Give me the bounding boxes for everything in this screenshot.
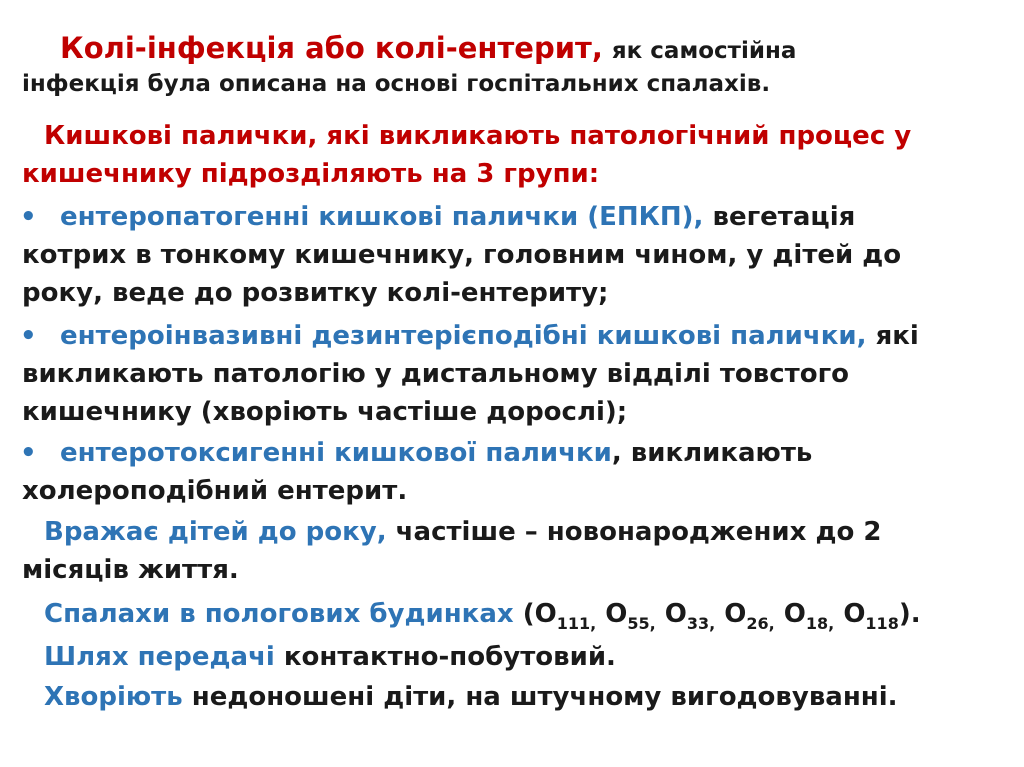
serotype-sub: 111, [556, 614, 597, 633]
group-term: ентеропатогенні кишкові палички (ЕПКП), [60, 202, 704, 232]
bullet-icon: • [20, 202, 37, 232]
serotype-letter: О [843, 599, 866, 629]
paren-close: ). [898, 599, 921, 629]
serotype [605, 599, 656, 633]
transmission-term: Шлях передачі [44, 642, 275, 672]
age-line-1 [44, 512, 881, 552]
bullet-icon: • [20, 438, 37, 468]
transmission-text: контактно-побутовий. [283, 642, 616, 672]
serotype-letter: О [534, 599, 557, 629]
age-text: частіше – новонароджених до 2 [395, 517, 882, 547]
serotype-sub: 26, [746, 614, 775, 633]
intro-title: Колі-інфекція або колі-ентерит, [60, 31, 603, 65]
group-item-2-line-1 [60, 316, 919, 356]
group-item-2-line-3: кишечнику (хворіють частіше дорослі); [22, 397, 628, 427]
intro-text: як самостійна [611, 38, 797, 64]
groups-heading-line-2: кишечнику підрозділяють на 3 групи: [22, 159, 600, 189]
bullet-icon: • [20, 321, 37, 351]
group-item-1-line-1 [60, 197, 855, 237]
group-text: , викликають [611, 438, 813, 468]
age-term: Вражає дітей до року, [44, 517, 387, 547]
serotype [724, 599, 775, 633]
serotype-letter: О [783, 599, 806, 629]
group-item-1-line-2: котрих в тонкому кишечнику, головним чином, у дітей до [22, 240, 902, 270]
serotype-letter: О [664, 599, 687, 629]
serotype-sub: 18, [805, 614, 835, 633]
patients-text: недоношені діти, на штучному вигодовуванні. [191, 682, 898, 712]
group-term: ентеротоксигенні кишкової палички [60, 438, 612, 468]
serotype [664, 599, 716, 633]
serotype [783, 599, 835, 633]
patients-term: Хворіють [44, 682, 183, 712]
outbreaks-line [44, 594, 921, 634]
serotype [843, 599, 899, 633]
group-text: які [875, 321, 919, 351]
serotype-sub: 55, [627, 614, 656, 633]
group-item-3-line-1 [60, 433, 812, 473]
paren-open: ( [522, 599, 535, 629]
serotype-sub: 33, [686, 614, 716, 633]
serotype [534, 599, 597, 633]
serotype-letter: О [724, 599, 747, 629]
outbreaks-term: Спалахи в пологових будинках [44, 599, 514, 629]
group-text: вегетація [712, 202, 856, 232]
serotype-sub: 118 [865, 614, 899, 633]
intro-line-2: інфекція була описана на основі госпітальних спалахів. [22, 71, 771, 97]
group-term: ентероінвазивні дезинтерієподібні кишкові палички, [60, 321, 867, 351]
transmission-line [44, 637, 616, 677]
group-item-1-line-3: року, веде до розвитку колі-ентериту; [22, 278, 609, 308]
group-item-3-line-2: холероподібний ентерит. [22, 476, 408, 506]
serotype-letter: О [605, 599, 628, 629]
groups-heading-line-1: Кишкові палички, які викликають патологічний процес у [44, 121, 912, 151]
age-line-2: місяців життя. [22, 555, 239, 585]
group-item-2-line-2: викликають патологію у дистальному відділі товстого [22, 359, 850, 389]
patients-line [44, 677, 898, 717]
